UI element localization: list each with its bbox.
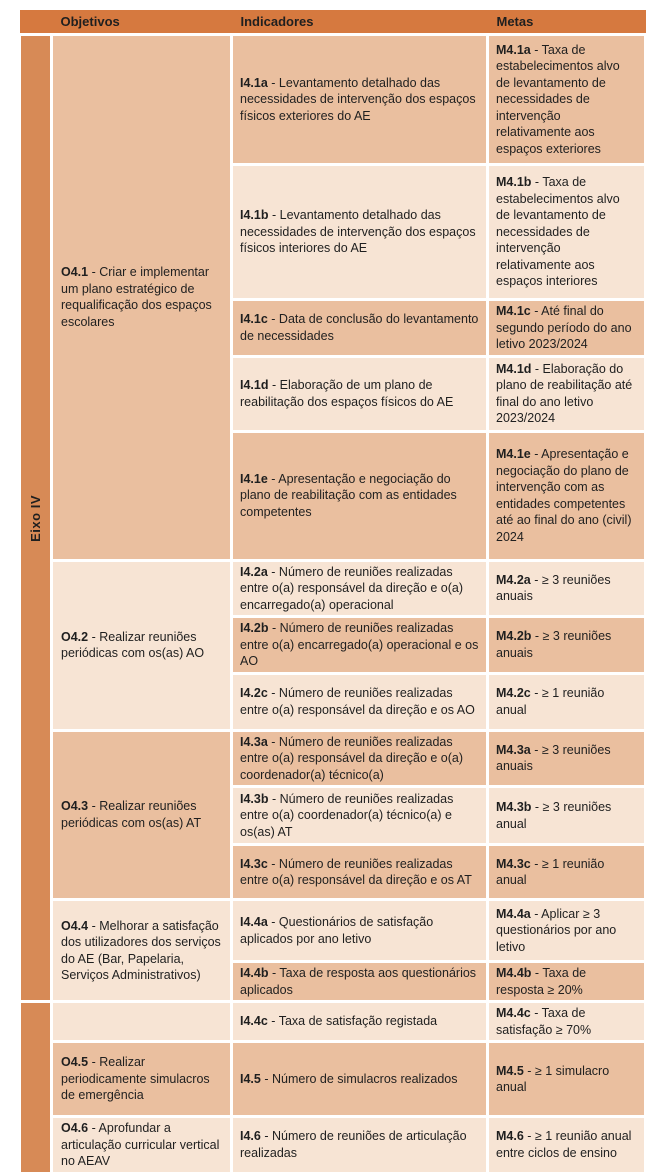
meta-cell (488, 35, 646, 165)
table-row (20, 35, 646, 165)
objective-text: - Realizar reuniões periódicas com os(as) AT (61, 799, 202, 830)
meta-cell (488, 617, 646, 674)
indicator-cell (232, 356, 488, 431)
meta-text: - ≥ 1 reunião anual entre ciclos de ensino (496, 1129, 632, 1160)
indicator-cell (232, 1002, 488, 1042)
meta-text: - Apresentação e negociação do plano de intervenção com as entidades competentes até ao final do ano (civil) 2024 (496, 447, 632, 544)
meta-cell (488, 1117, 646, 1174)
meta-cell (488, 560, 646, 617)
indicator-text: - Elaboração de um plano de reabilitação dos espaços físicos do AE (240, 378, 454, 409)
indicator-id: I4.1c (240, 312, 268, 327)
indicator-text: - Número de reuniões realizadas entre o(a) responsável da direção e o(a) coordenador(a) técnico(a) (240, 734, 464, 782)
meta-cell (488, 1042, 646, 1117)
indicator-cell (232, 845, 488, 900)
objective-id: O4.6 (61, 1121, 89, 1136)
meta-text: - ≥ 1 reunião anual (496, 856, 605, 888)
indicator-cell (232, 431, 488, 560)
table-row (20, 900, 646, 962)
meta-id: M4.1b (496, 175, 532, 190)
objective-id: O4.1 (61, 265, 89, 280)
indicator-cell (232, 1042, 488, 1117)
meta-id: M4.3a (496, 742, 531, 757)
table-row (20, 1002, 646, 1042)
meta-text: - Aplicar ≥ 3 questionários por ano letivo (496, 906, 617, 954)
indicator-id: I4.2a (240, 564, 268, 579)
objective-text: - Melhorar a satisfação dos utilizadores dos serviços do AE (Bar, Papelaria, Serviços Administrativos) (61, 918, 221, 983)
meta-text: - Taxa de estabelecimentos alvo de levantamento de necessidades de intervenção relativamente aos espaços interiores (496, 175, 620, 289)
indicator-id: I4.4c (240, 1014, 268, 1029)
objective-id: O4.3 (61, 799, 89, 814)
indicator-cell (232, 900, 488, 962)
indicator-text: - Levantamento detalhado das necessidades de intervenção dos espaços físicos exteriores do AE (240, 75, 476, 123)
meta-text: - Elaboração do plano de reabilitação até final do ano letivo 2023/2024 (496, 361, 633, 426)
indicator-cell (232, 787, 488, 845)
meta-text: - ≥ 3 reuniões anuais (496, 629, 612, 660)
meta-text: - ≥ 1 reunião anual (496, 686, 605, 717)
objective-cell (52, 900, 232, 1002)
header-objetivos: Objetivos (52, 10, 232, 35)
eixo-band (20, 35, 52, 1002)
indicator-id: I4.3c (240, 856, 268, 871)
objective-cell (52, 35, 232, 561)
meta-text: - Taxa de estabelecimentos alvo de levantamento de necessidades de intervenção relativamente aos espaços exteriores (496, 42, 620, 156)
meta-text: - Taxa de satisfação ≥ 70% (496, 1006, 592, 1037)
header-corner (20, 10, 52, 35)
meta-cell (488, 356, 646, 431)
indicator-id: I4.6 (240, 1129, 261, 1144)
strategic-plan-table (18, 10, 647, 1175)
indicator-id: I4.4a (240, 915, 268, 930)
meta-id: M4.3c (496, 856, 531, 871)
indicator-text: - Número de reuniões de articulação realizadas (240, 1129, 467, 1160)
meta-cell (488, 845, 646, 900)
indicator-id: I4.5 (240, 1071, 261, 1086)
indicator-text: - Número de simulacros realizados (264, 1071, 458, 1086)
indicator-id: I4.2c (240, 686, 268, 701)
meta-cell (488, 787, 646, 845)
meta-id: M4.2c (496, 686, 531, 701)
indicator-text: - Taxa de satisfação registada (271, 1014, 438, 1029)
objective-id: O4.5 (61, 1055, 89, 1070)
meta-id: M4.1e (496, 447, 531, 462)
objective-cell (52, 1042, 232, 1117)
meta-cell (488, 730, 646, 787)
table-row (20, 1117, 646, 1174)
objective-cell (52, 730, 232, 900)
meta-text: - ≥ 3 reuniões anuais (496, 572, 611, 604)
meta-id: M4.1a (496, 42, 531, 57)
indicator-cell (232, 165, 488, 300)
indicator-text: - Taxa de resposta aos questionários aplicados (240, 966, 477, 997)
indicator-id: I4.1b (240, 208, 269, 223)
objective-cell (52, 560, 232, 730)
meta-cell (488, 431, 646, 560)
indicator-cell (232, 617, 488, 674)
objective-text: - Aprofundar a articulação curricular vertical no AEAV (61, 1121, 220, 1169)
meta-id: M4.4a (496, 906, 531, 921)
meta-text: - Até final do segundo período do ano letivo 2023/2024 (496, 304, 632, 352)
indicator-id: I4.1e (240, 471, 268, 486)
table-header-row (20, 10, 646, 35)
header-metas: Metas (488, 10, 646, 35)
table-row (20, 730, 646, 787)
objective-text: - Criar e implementar um plano estratégico de requalificação dos espaços escolares (61, 265, 212, 329)
indicator-cell (232, 1117, 488, 1174)
indicator-id: I4.4b (240, 966, 269, 981)
meta-text: - ≥ 3 reuniões anuais (496, 742, 611, 774)
objective-id: O4.4 (61, 918, 89, 933)
indicator-text: - Data de conclusão do levantamento de necessidades (240, 312, 479, 343)
indicator-text: - Levantamento detalhado das necessidades de intervenção dos espaços físicos interiores do AE (240, 208, 476, 256)
objective-text: - Realizar periodicamente simulacros de emergência (61, 1055, 210, 1103)
indicator-id: I4.2b (240, 621, 269, 636)
indicator-cell (232, 35, 488, 165)
indicator-text: - Número de reuniões realizadas entre o(a) responsável da direção e os AO (240, 686, 475, 717)
meta-text: - ≥ 3 reuniões anual (496, 800, 612, 831)
eixo-label: Eixo IV (27, 494, 43, 542)
objective-cell-empty (52, 1002, 232, 1042)
indicator-text: - Apresentação e negociação do plano de reabilitação com as entidades competentes (240, 471, 457, 519)
objective-id: O4.2 (61, 629, 89, 644)
table-row (20, 560, 646, 617)
meta-id: M4.6 (496, 1129, 524, 1144)
indicator-cell (232, 962, 488, 1002)
eixo-band-continued (20, 1002, 52, 1174)
indicator-text: - Número de reuniões realizadas entre o(a) responsável da direção e o(a) encarregado(a) operacional (240, 564, 464, 612)
indicator-text: - Questionários de satisfação aplicados por ano letivo (240, 915, 434, 946)
indicator-id: I4.3a (240, 734, 268, 749)
objective-cell (52, 1117, 232, 1174)
meta-id: M4.5 (496, 1063, 524, 1078)
indicator-id: I4.1d (240, 378, 269, 393)
meta-id: M4.4c (496, 1006, 531, 1021)
indicator-cell (232, 560, 488, 617)
indicator-cell (232, 730, 488, 787)
meta-text: - ≥ 1 simulacro anual (496, 1063, 610, 1095)
meta-cell (488, 962, 646, 1002)
indicator-id: I4.3b (240, 791, 269, 806)
meta-cell (488, 900, 646, 962)
indicator-text: - Número de reuniões realizadas entre o(a) encarregado(a) operacional e os AO (240, 621, 479, 669)
indicator-cell (232, 300, 488, 357)
meta-text: - Taxa de resposta ≥ 20% (496, 966, 587, 997)
objective-text: - Realizar reuniões periódicas com os(as) AO (61, 629, 205, 661)
table-row (20, 1042, 646, 1117)
meta-id: M4.3b (496, 800, 532, 815)
header-indicadores: Indicadores (232, 10, 488, 35)
indicator-text: - Número de reuniões realizadas entre o(a) responsável da direção e os AT (240, 856, 472, 888)
meta-cell (488, 673, 646, 730)
indicator-text: - Número de reuniões realizadas entre o(a) coordenador(a) técnico(a) e os(as) AT (240, 791, 454, 839)
meta-cell (488, 165, 646, 300)
meta-id: M4.1c (496, 304, 531, 319)
meta-id: M4.2b (496, 629, 532, 644)
indicator-id: I4.1a (240, 75, 268, 90)
meta-id: M4.2a (496, 572, 531, 587)
meta-id: M4.1d (496, 361, 532, 376)
meta-cell (488, 1002, 646, 1042)
indicator-cell (232, 673, 488, 730)
meta-id: M4.4b (496, 966, 532, 981)
meta-cell (488, 300, 646, 357)
